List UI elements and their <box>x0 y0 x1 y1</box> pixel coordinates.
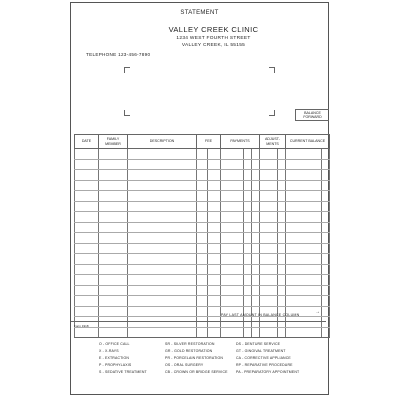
table-cell <box>208 201 221 212</box>
table-cell <box>128 222 197 233</box>
table-cell <box>128 306 197 317</box>
table-cell <box>252 212 260 223</box>
table-cell <box>197 275 208 286</box>
form-number: Form 1918 <box>74 324 89 328</box>
clinic-name: VALLEY CREEK CLINIC <box>168 25 259 34</box>
statement-title: STATEMENT <box>180 10 219 16</box>
legend-item: O - OFFICE CALL <box>99 342 130 346</box>
table-cell <box>252 149 260 160</box>
table-cell <box>75 327 99 338</box>
column-header-family-member: FAMILY MEMBER <box>99 135 128 149</box>
table-cell <box>286 159 322 170</box>
table-cell <box>322 180 330 191</box>
table-cell <box>197 212 208 223</box>
legend-item: P - PROPHYLAXIS <box>99 363 132 367</box>
table-cell <box>128 212 197 223</box>
table-cell <box>260 180 278 191</box>
table-cell <box>99 264 128 275</box>
table-cell <box>260 327 278 338</box>
table-cell <box>197 264 208 275</box>
table-cell <box>322 275 330 286</box>
column-header-adjustments: ADJUST- MENTS <box>260 135 286 149</box>
table-cell <box>322 254 330 265</box>
address-window-corner-top-right <box>269 67 275 73</box>
table-cell <box>75 170 99 181</box>
table-row <box>75 222 330 233</box>
table-cell <box>252 275 260 286</box>
table-cell <box>286 296 322 307</box>
address-window-corner-top-left <box>124 67 130 73</box>
table-cell <box>278 275 286 286</box>
address-window-corner-bottom-left <box>124 110 130 116</box>
legend-item: CA - CORRECTIVE APPLIANCE <box>236 356 291 360</box>
table-cell <box>322 243 330 254</box>
table-cell <box>197 180 208 191</box>
table-cell <box>244 264 252 275</box>
table-cell <box>128 296 197 307</box>
table-row <box>75 201 330 212</box>
table-cell <box>208 149 221 160</box>
table-cell <box>244 296 252 307</box>
table-cell <box>197 243 208 254</box>
table-cell <box>197 159 208 170</box>
table-cell <box>208 306 221 317</box>
table-cell <box>260 212 278 223</box>
table-cell <box>128 180 197 191</box>
table-cell <box>278 212 286 223</box>
table-cell <box>322 212 330 223</box>
legend-item: PA - PREPARATORY APPOINTMENT <box>236 370 300 374</box>
legend-item: DS - DENTURE SERVICE <box>236 342 281 346</box>
legend-item: PR - PORCELAIN RESTORATION <box>165 356 224 360</box>
table-cell <box>252 159 260 170</box>
table-cell <box>128 159 197 170</box>
table-cell <box>252 296 260 307</box>
table-cell <box>260 170 278 181</box>
clinic-address-line-2: VALLEY CREEK, IL 55155 <box>181 43 246 48</box>
table-cell <box>128 191 197 202</box>
table-row <box>75 243 330 254</box>
table-cell <box>322 306 330 317</box>
table-cell <box>197 170 208 181</box>
table-row <box>75 254 330 265</box>
table-cell <box>221 159 244 170</box>
table-cell <box>252 243 260 254</box>
table-cell <box>252 201 260 212</box>
table-cell <box>128 233 197 244</box>
table-cell <box>75 159 99 170</box>
table-cell <box>278 201 286 212</box>
table-cell <box>260 201 278 212</box>
table-cell <box>208 264 221 275</box>
table-cell <box>197 201 208 212</box>
legend-item: GT - GINGIVAL TREATMENT <box>236 349 286 353</box>
table-cell <box>99 233 128 244</box>
table-cell <box>244 275 252 286</box>
table-cell <box>260 264 278 275</box>
table-cell <box>75 285 99 296</box>
table-cell <box>75 264 99 275</box>
table-cell <box>278 296 286 307</box>
column-header-date: DATE <box>75 135 99 149</box>
table-cell <box>75 191 99 202</box>
table-cell <box>260 275 278 286</box>
table-cell <box>252 180 260 191</box>
table-cell <box>322 191 330 202</box>
table-cell <box>260 191 278 202</box>
balance-forward-box <box>295 109 329 121</box>
table-cell <box>278 327 286 338</box>
table-cell <box>286 222 322 233</box>
column-header-payments: PAYMENTS <box>221 135 260 149</box>
table-cell <box>208 222 221 233</box>
table-cell <box>128 327 197 338</box>
table-cell <box>278 264 286 275</box>
table-cell <box>197 191 208 202</box>
legend-item: S - SEDATIVE TREATMENT <box>99 370 147 374</box>
table-cell <box>252 285 260 296</box>
statement-form <box>70 2 329 395</box>
table-cell <box>221 275 244 286</box>
table-row <box>75 233 330 244</box>
table-cell <box>99 327 128 338</box>
legend-item: GR - GOLD RESTORATION <box>165 349 213 353</box>
pay-last-amount-note: PAY LAST AMOUNT IN BALANCE COLUMN <box>221 313 300 317</box>
arrow-right-icon: → <box>315 309 320 315</box>
table-cell <box>244 201 252 212</box>
table-cell <box>99 159 128 170</box>
table-cell <box>208 285 221 296</box>
table-cell <box>278 180 286 191</box>
table-cell <box>208 212 221 223</box>
table-cell <box>286 264 322 275</box>
table-cell <box>252 327 260 338</box>
table-cell <box>260 222 278 233</box>
table-cell <box>244 285 252 296</box>
table-cell <box>278 191 286 202</box>
table-cell <box>244 212 252 223</box>
table-cell <box>244 159 252 170</box>
table-cell <box>197 285 208 296</box>
table-cell <box>260 233 278 244</box>
table-cell <box>244 222 252 233</box>
table-cell <box>252 191 260 202</box>
table-cell <box>99 243 128 254</box>
table-cell <box>208 254 221 265</box>
table-row <box>75 212 330 223</box>
table-cell <box>252 233 260 244</box>
table-cell <box>244 170 252 181</box>
table-cell <box>322 159 330 170</box>
table-row <box>75 327 330 338</box>
table-cell <box>128 170 197 181</box>
table-cell <box>75 296 99 307</box>
table-cell <box>75 201 99 212</box>
table-cell <box>221 264 244 275</box>
table-cell <box>322 264 330 275</box>
table-cell <box>75 149 99 160</box>
table-cell <box>244 233 252 244</box>
table-cell <box>286 285 322 296</box>
table-cell <box>75 243 99 254</box>
clinic-address-line-1: 1234 WEST FOURTH STREET <box>176 36 251 41</box>
table-cell <box>278 254 286 265</box>
table-row <box>75 296 330 307</box>
ledger-bottom-line <box>71 321 326 322</box>
legend-item: SR - SILVER RESTORATION <box>165 342 215 346</box>
table-cell <box>221 296 244 307</box>
table-cell <box>221 222 244 233</box>
table-cell <box>286 201 322 212</box>
table-cell <box>221 201 244 212</box>
ledger-header-row <box>75 135 330 149</box>
table-cell <box>278 243 286 254</box>
table-cell <box>99 149 128 160</box>
table-cell <box>197 233 208 244</box>
table-row <box>75 275 330 286</box>
table-cell <box>128 149 197 160</box>
table-cell <box>197 327 208 338</box>
column-header-current-balance: CURRENT BALANCE <box>286 135 330 149</box>
table-cell <box>221 170 244 181</box>
table-cell <box>260 285 278 296</box>
table-cell <box>286 275 322 286</box>
table-cell <box>278 170 286 181</box>
table-row <box>75 285 330 296</box>
table-cell <box>128 254 197 265</box>
table-cell <box>244 149 252 160</box>
table-cell <box>322 233 330 244</box>
table-cell <box>260 243 278 254</box>
column-header-description: DESCRIPTION <box>128 135 197 149</box>
table-cell <box>322 222 330 233</box>
table-row <box>75 159 330 170</box>
table-cell <box>208 296 221 307</box>
table-cell <box>75 254 99 265</box>
table-row <box>75 149 330 160</box>
ledger-table <box>74 134 330 338</box>
table-cell <box>208 159 221 170</box>
table-cell <box>252 254 260 265</box>
table-cell <box>278 285 286 296</box>
table-cell <box>221 243 244 254</box>
table-cell <box>99 222 128 233</box>
table-cell <box>260 296 278 307</box>
table-cell <box>221 327 244 338</box>
table-cell <box>221 233 244 244</box>
table-cell <box>260 159 278 170</box>
table-cell <box>99 296 128 307</box>
table-cell <box>244 180 252 191</box>
table-cell <box>322 201 330 212</box>
table-cell <box>244 191 252 202</box>
table-cell <box>99 170 128 181</box>
table-cell <box>244 327 252 338</box>
table-cell <box>75 306 99 317</box>
table-cell <box>221 254 244 265</box>
table-cell <box>208 170 221 181</box>
table-cell <box>75 180 99 191</box>
table-cell <box>322 296 330 307</box>
ledger-body <box>75 149 330 338</box>
table-cell <box>221 149 244 160</box>
column-header-fee: FEE <box>197 135 221 149</box>
table-cell <box>75 222 99 233</box>
table-cell <box>286 180 322 191</box>
legend-item: RP - REPARATIVE PROCEDURE <box>236 363 293 367</box>
table-cell <box>99 201 128 212</box>
table-cell <box>244 254 252 265</box>
table-row <box>75 191 330 202</box>
table-cell <box>197 149 208 160</box>
table-cell <box>128 285 197 296</box>
table-cell <box>221 180 244 191</box>
clinic-telephone: TELEPHONE 123-456-7890 <box>86 52 151 57</box>
table-cell <box>75 233 99 244</box>
table-cell <box>208 327 221 338</box>
table-row <box>75 180 330 191</box>
table-cell <box>278 149 286 160</box>
table-cell <box>278 222 286 233</box>
legend-item: E - EXTRACTION <box>99 356 130 360</box>
table-cell <box>208 180 221 191</box>
table-cell <box>208 243 221 254</box>
table-cell <box>99 285 128 296</box>
table-cell <box>252 264 260 275</box>
balance-forward-label: BALANCE FORWARD <box>303 111 322 120</box>
address-window-corner-bottom-right <box>269 110 275 116</box>
table-cell <box>286 233 322 244</box>
table-cell <box>286 212 322 223</box>
table-cell <box>252 222 260 233</box>
table-cell <box>221 285 244 296</box>
table-cell <box>128 264 197 275</box>
table-cell <box>221 191 244 202</box>
table-cell <box>99 275 128 286</box>
table-cell <box>278 233 286 244</box>
table-cell <box>197 296 208 307</box>
legend-column-2 <box>165 341 228 376</box>
table-cell <box>286 243 322 254</box>
table-cell <box>128 275 197 286</box>
table-cell <box>286 191 322 202</box>
table-cell <box>99 254 128 265</box>
table-cell <box>99 191 128 202</box>
table-cell <box>208 191 221 202</box>
table-cell <box>322 327 330 338</box>
table-cell <box>75 212 99 223</box>
legend-column-1 <box>99 341 147 376</box>
table-cell <box>278 159 286 170</box>
table-cell <box>208 233 221 244</box>
table-cell <box>286 170 322 181</box>
legend-item: OS - ORAL SURGERY <box>165 363 204 367</box>
table-row <box>75 264 330 275</box>
legend-column-3 <box>236 341 299 376</box>
table-cell <box>197 306 208 317</box>
legend-item: X - X-RAYS <box>99 349 119 353</box>
table-cell <box>99 180 128 191</box>
table-cell <box>322 285 330 296</box>
table-row <box>75 170 330 181</box>
table-cell <box>286 254 322 265</box>
table-cell <box>128 201 197 212</box>
table-cell <box>286 327 322 338</box>
table-cell <box>75 275 99 286</box>
table-cell <box>252 170 260 181</box>
table-cell <box>208 275 221 286</box>
table-cell <box>322 149 330 160</box>
table-cell <box>260 149 278 160</box>
table-cell <box>286 149 322 160</box>
table-cell <box>197 254 208 265</box>
table-cell <box>260 254 278 265</box>
table-cell <box>128 243 197 254</box>
table-cell <box>99 212 128 223</box>
table-cell <box>99 306 128 317</box>
table-cell <box>322 170 330 181</box>
legend-item: CB - CROWN OR BRIDGE SERVICE <box>165 370 228 374</box>
table-cell <box>197 222 208 233</box>
table-cell <box>221 212 244 223</box>
table-cell <box>244 243 252 254</box>
